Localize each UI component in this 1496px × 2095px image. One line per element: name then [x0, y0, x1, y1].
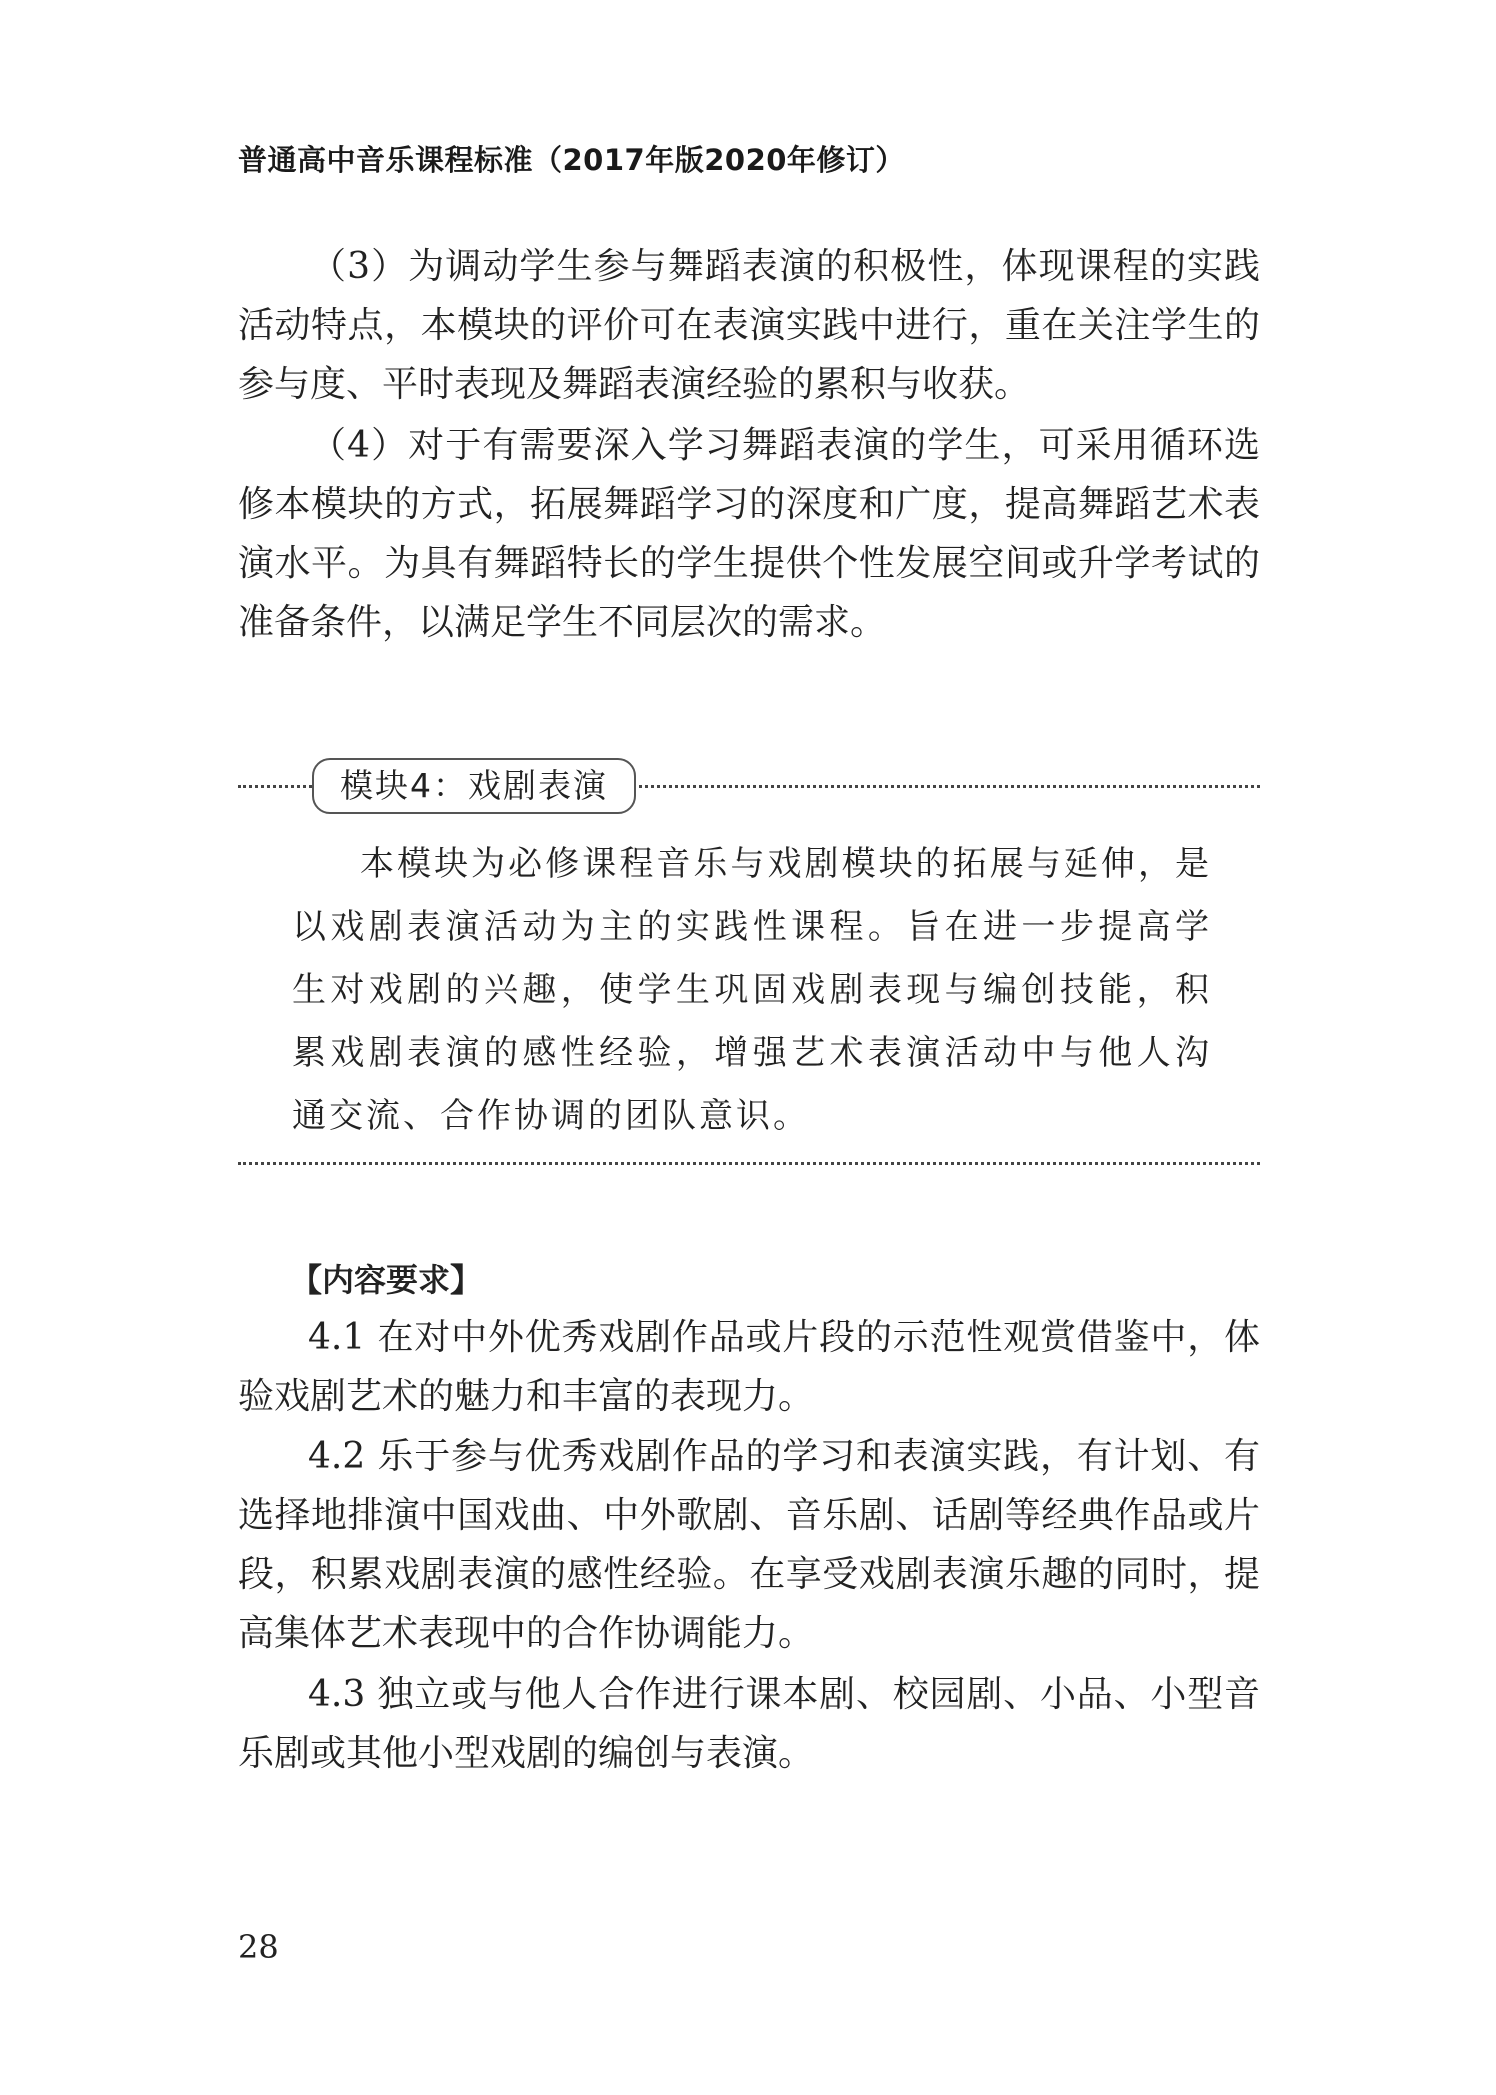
- page-number: 28: [238, 1928, 279, 1966]
- module-title-tab: 模块4：戏剧表演: [312, 758, 636, 814]
- requirement-item: 4.2 乐于参与优秀戏剧作品的学习和表演实践，有计划、有选择地排演中国戏曲、中外歌剧、音乐剧、话剧等经典作品或片段，积累戏剧表演的感性经验。在享受戏剧表演乐趣的同时，提高集体艺术表现中的合作协调能力。: [238, 1436, 1260, 1654]
- module-intro-text: 本模块为必修课程音乐与戏剧模块的拓展与延伸，是以戏剧表演活动为主的实践性课程。旨在进一步提高学生对戏剧的兴趣，使学生巩固戏剧表现与编创技能，积累戏剧表演的感性经验，增强艺术表演活动中与他人沟通交流、合作协调的团队意识。: [292, 844, 1212, 1136]
- paragraph-evaluation: （3）为调动学生参与舞蹈表演的积极性，体现课程的实践活动特点，本模块的评价可在表演实践中进行，重在关注学生的参与度、平时表现及舞蹈表演经验的累积与收获。: [238, 246, 1260, 405]
- section-heading-content-requirements: 【内容要求】: [290, 1261, 483, 1299]
- requirement-item: 4.1 在对中外优秀戏剧作品或片段的示范性观赏借鉴中，体验戏剧艺术的魅力和丰富的表现力。: [238, 1317, 1260, 1417]
- paragraph-elective-cycle: （4）对于有需要深入学习舞蹈表演的学生，可采用循环选修本模块的方式，拓展舞蹈学习的深度和广度，提高舞蹈艺术表演水平。为具有舞蹈特长的学生提供个性发展空间或升学考试的准备条件，以满足学生不同层次的需求。: [238, 425, 1260, 643]
- requirement-item: 4.3 独立或与他人合作进行课本剧、校园剧、小品、小型音乐剧或其他小型戏剧的编创与表演。: [238, 1674, 1260, 1774]
- module-box-bottom-divider: [238, 1162, 1260, 1165]
- running-header: 普通高中音乐课程标准（2017年版2020年修订）: [238, 143, 905, 177]
